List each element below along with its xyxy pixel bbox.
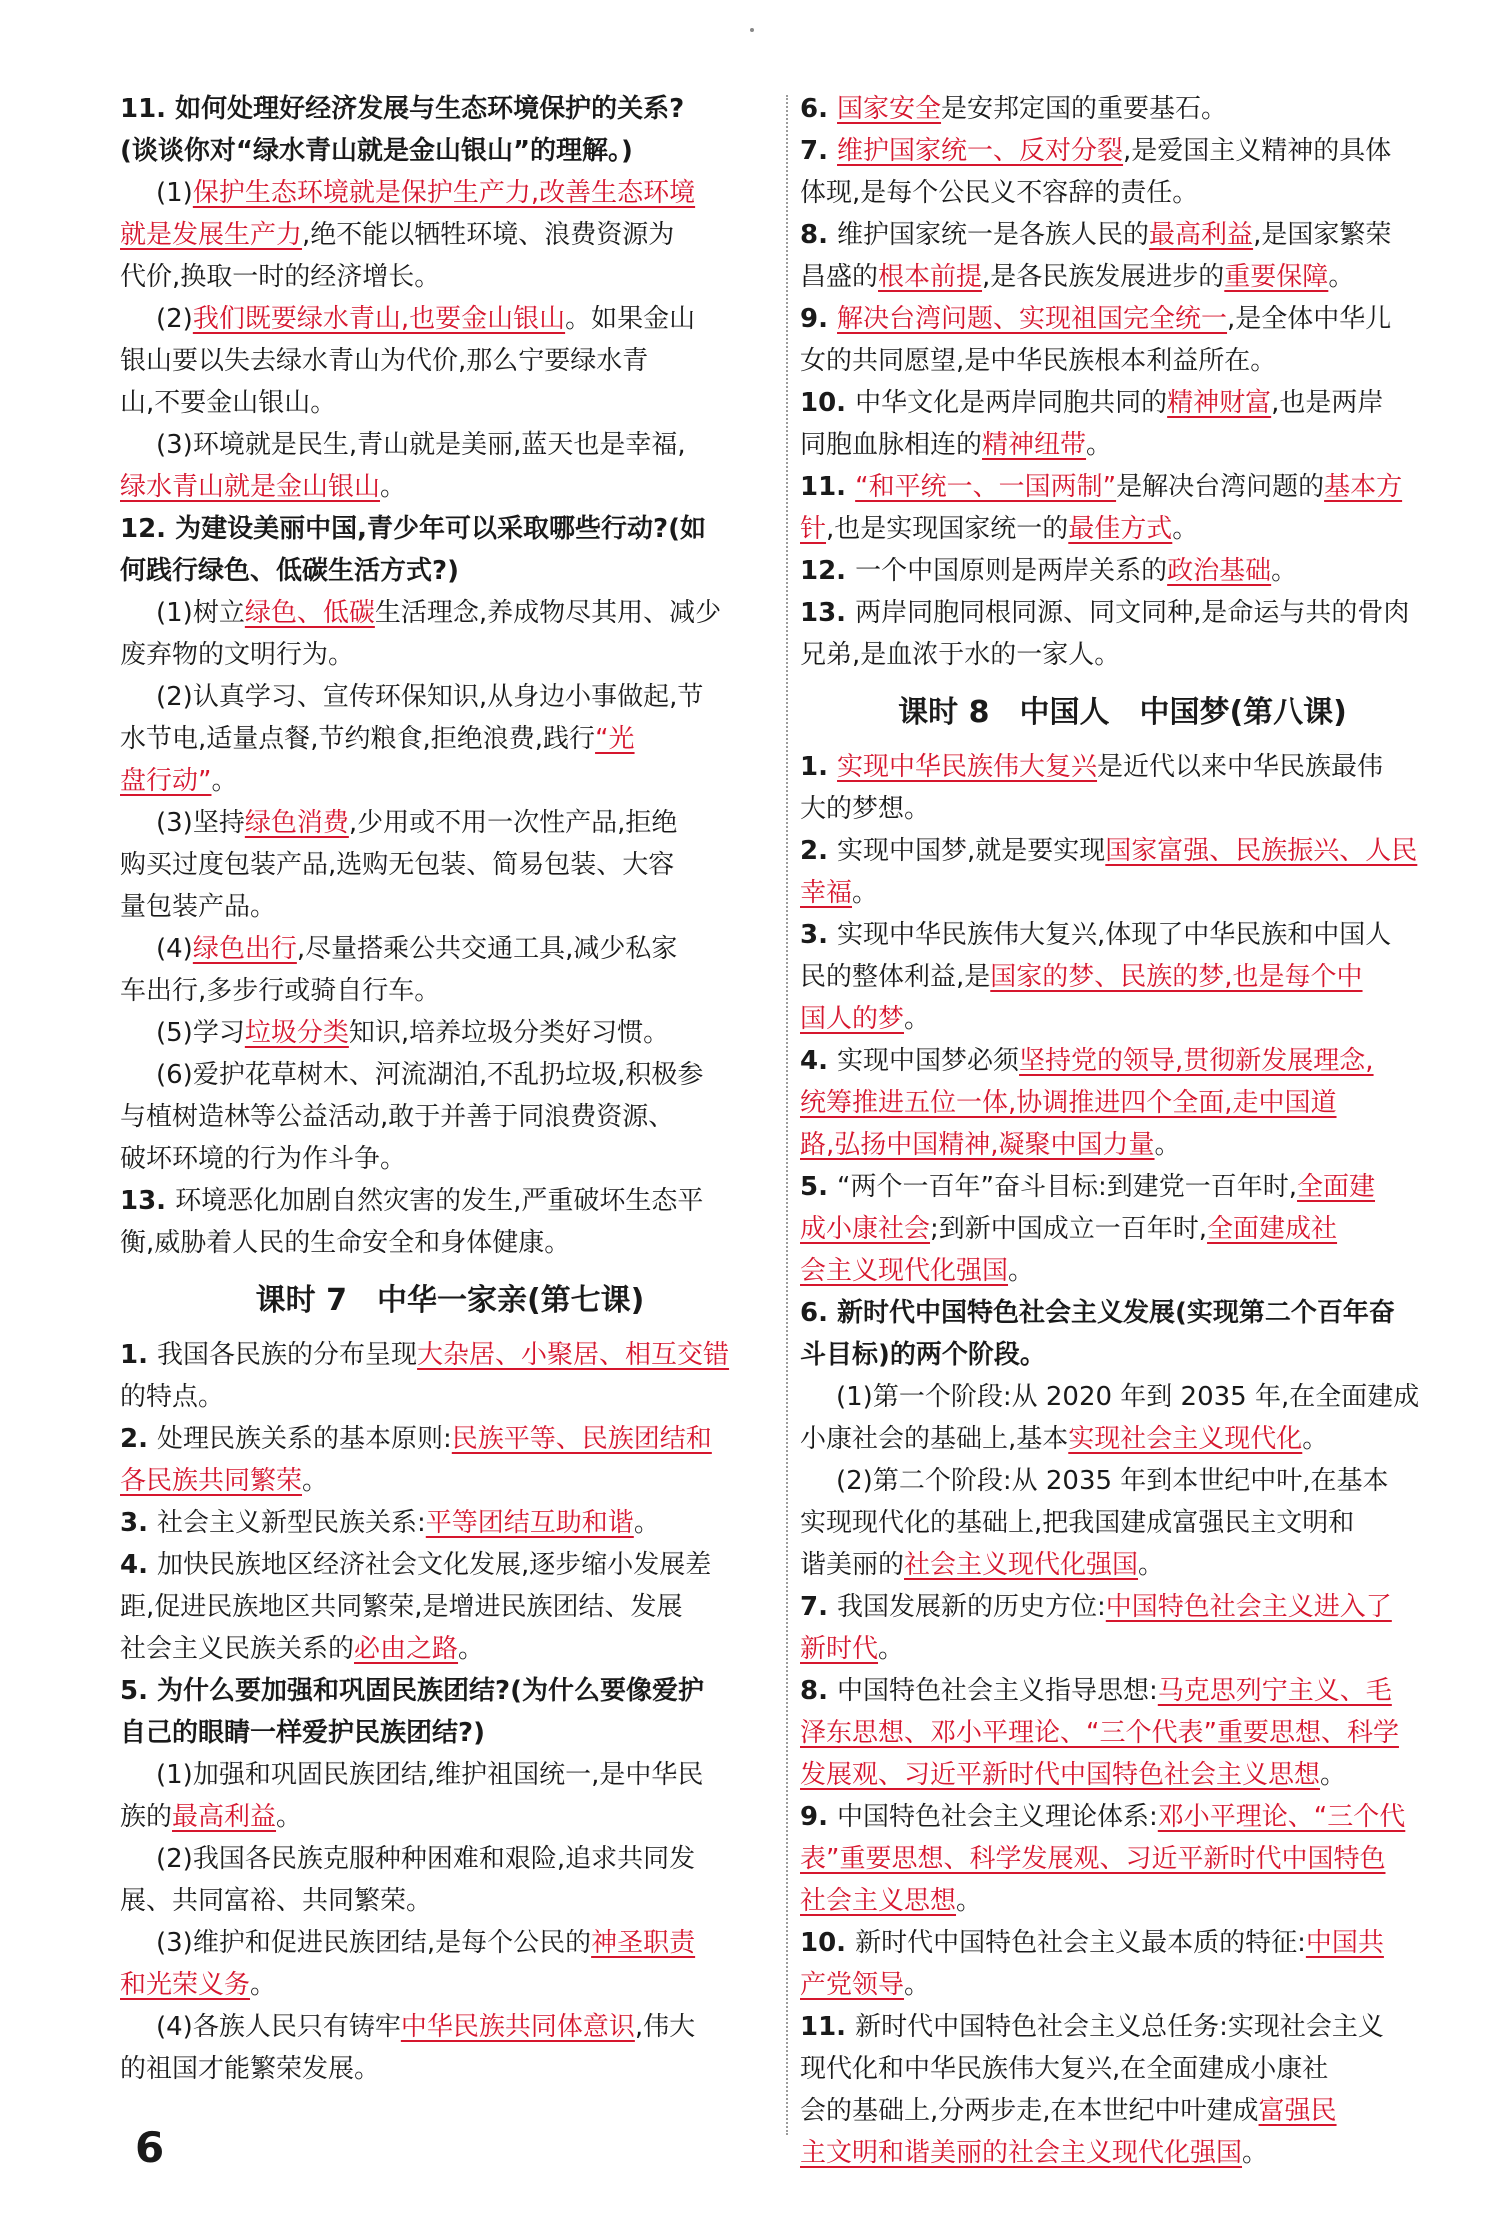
text-line <box>120 886 780 928</box>
text-line <box>120 466 780 508</box>
body-text: 是解决台湾问题的 <box>1116 472 1325 502</box>
item-number: 13. <box>800 598 856 628</box>
item-number: 2. <box>800 836 838 866</box>
body-text: 小康社会的基础上,基本 <box>800 1424 1069 1454</box>
answer-text: 表”重要思想、科学发展观、习近平新时代中国特色 <box>800 1844 1386 1874</box>
body-text: ,绝不能以牺牲环境、浪费资源为 <box>302 220 675 250</box>
text-line <box>800 1922 1445 1964</box>
answer-text: 坚持党的领导,贯彻新发展理念, <box>1019 1046 1374 1076</box>
text-line <box>800 214 1445 256</box>
text-line <box>800 1502 1445 1544</box>
item-number: 11. <box>800 472 856 502</box>
question-text: 为建设美丽中国,青少年可以采取哪些行动?(如 <box>175 514 706 544</box>
answer-text: 就是发展生产力 <box>120 220 303 250</box>
item-number: 11. <box>800 2012 856 2042</box>
answer-text: 邓小平理论、“三个代 <box>1157 1802 1406 1832</box>
text-line <box>800 340 1445 382</box>
body-text: 中华文化是两岸同胞共同的 <box>855 388 1168 418</box>
body-text: 生活理念,养成物尽其用、减少 <box>374 598 722 628</box>
body-text: 。 <box>250 1970 277 2000</box>
answer-text: 必由之路 <box>354 1634 459 1664</box>
text-line <box>800 634 1445 676</box>
body-text: ,也是实现国家统一的 <box>826 514 1069 544</box>
body-text: 。 <box>1086 430 1113 460</box>
item-number: 8. <box>800 220 838 250</box>
answer-text: 实现中华民族伟大复兴 <box>837 752 1098 782</box>
text-line <box>800 830 1445 872</box>
body-text: (1)树立 <box>156 598 245 628</box>
text-line <box>120 1376 780 1418</box>
body-text: 。 <box>1302 1424 1329 1454</box>
body-text: ,是全体中华儿 <box>1227 304 1392 334</box>
answer-text: “光 <box>595 724 635 754</box>
text-line <box>120 1012 780 1054</box>
text-line <box>800 1880 1445 1922</box>
body-text: (2)第二个阶段:从 2035 年到本世纪中叶,在基本 <box>836 1466 1389 1496</box>
body-text: 实现中国梦,就是要实现 <box>837 836 1106 866</box>
body-text: 女的共同愿望,是中华民族根本利益所在。 <box>800 346 1277 376</box>
answer-text: 针 <box>800 514 827 544</box>
body-text: ,少用或不用一次性产品,拒绝 <box>348 808 678 838</box>
answer-text: 产党领导 <box>800 1970 905 2000</box>
item-number: 10. <box>800 388 856 418</box>
answer-text: 最高利益 <box>172 1802 277 1832</box>
text-line <box>800 1628 1445 1670</box>
question-line <box>120 130 780 172</box>
text-line <box>120 298 780 340</box>
text-line <box>800 1250 1445 1292</box>
question-line <box>120 550 780 592</box>
text-line <box>800 1586 1445 1628</box>
answer-text: 国家的梦、民族的梦,也是每个中 <box>990 962 1363 992</box>
answer-text: 社会主义现代化强国 <box>904 1550 1139 1580</box>
text-line <box>800 1838 1445 1880</box>
body-text: 中国特色社会主义理论体系: <box>837 1802 1158 1832</box>
body-text: 。 <box>1172 514 1199 544</box>
scan-dot <box>750 28 754 32</box>
text-line <box>120 340 780 382</box>
text-line <box>120 1586 780 1628</box>
text-line <box>800 466 1445 508</box>
question-number: 6. <box>800 1298 838 1328</box>
body-text: 。 <box>1271 556 1298 586</box>
lesson-heading: 课时 7 中华一家亲(第七课) <box>255 1283 645 1318</box>
question-text: (谈谈你对“绿水青山就是金山银山”的理解。) <box>120 136 633 166</box>
text-line <box>800 956 1445 998</box>
text-line <box>800 2006 1445 2048</box>
text-line <box>120 676 780 718</box>
text-line <box>120 1460 780 1502</box>
text-line <box>800 130 1445 172</box>
body-text: (5)学习 <box>156 1018 245 1048</box>
answer-text: 绿色出行 <box>192 934 297 964</box>
body-text: 新时代中国特色社会主义最本质的特征: <box>855 1928 1306 1958</box>
answer-text: 全面建 <box>1297 1172 1376 1202</box>
body-text: 的祖国才能繁荣发展。 <box>120 2054 381 2084</box>
answer-text: 政治基础 <box>1167 556 1272 586</box>
body-text: 是安邦定国的重要基石。 <box>941 94 1228 124</box>
answer-text: 马克思列宁主义、毛 <box>1157 1676 1392 1706</box>
body-text: 体现,是每个公民义不容辞的责任。 <box>800 178 1199 208</box>
answer-text: 成小康社会 <box>800 1214 931 1244</box>
text-line <box>120 1418 780 1460</box>
body-text: 两岸同胞同根同源、同文同种,是命运与共的骨肉 <box>855 598 1410 628</box>
body-text: 我国各民族的分布呈现 <box>157 1340 418 1370</box>
text-line <box>120 718 780 760</box>
answer-text: 保护生态环境就是保护生产力,改善生态环境 <box>192 178 696 208</box>
body-text: 。 <box>1154 1130 1181 1160</box>
answer-text: 重要保障 <box>1224 262 1329 292</box>
answer-text: 民族平等、民族团结和 <box>451 1424 712 1454</box>
text-line <box>800 298 1445 340</box>
body-text: 。 <box>852 878 879 908</box>
text-line <box>120 1502 780 1544</box>
body-text: 实现中华民族伟大复兴,体现了中华民族和中国人 <box>837 920 1392 950</box>
body-text: 。 <box>878 1634 905 1664</box>
body-text: ,也是两岸 <box>1271 388 1384 418</box>
answer-text: 垃圾分类 <box>244 1018 349 1048</box>
body-text: 展、共同富裕、共同繁荣。 <box>120 1886 433 1916</box>
answer-text: 主文明和谐美丽的社会主义现代化强国 <box>800 2138 1243 2168</box>
text-line <box>800 1124 1445 1166</box>
body-text: 处理民族关系的基本原则: <box>157 1424 452 1454</box>
body-text: (1)第一个阶段:从 2020 年到 2035 年,在全面建成 <box>836 1382 1420 1412</box>
body-text: 。 <box>1328 262 1355 292</box>
body-text: 。 <box>904 1970 931 2000</box>
body-text: 量包装产品。 <box>120 892 277 922</box>
text-line <box>120 1628 780 1670</box>
item-number: 7. <box>800 1592 838 1622</box>
text-line <box>800 1964 1445 2006</box>
answer-text: 和光荣义务 <box>120 1970 251 2000</box>
text-line <box>120 1222 780 1264</box>
body-text: 。 <box>276 1802 303 1832</box>
question-text: 自己的眼睛一样爱护民族团结?) <box>120 1718 485 1748</box>
body-text: 会的基础上,分两步走,在本世纪中叶建成 <box>800 2096 1259 2126</box>
text-line <box>120 634 780 676</box>
body-text: (4) <box>156 934 193 964</box>
item-number: 13. <box>120 1186 176 1216</box>
body-text: 环境恶化加剧自然灾害的发生,严重破坏生态平 <box>175 1186 704 1216</box>
answer-text: 全面建成社 <box>1207 1214 1338 1244</box>
question-line <box>120 1712 780 1754</box>
text-line <box>800 1208 1445 1250</box>
lesson-heading: 课时 8 中国人 中国梦(第八课) <box>898 695 1347 730</box>
item-number: 3. <box>800 920 838 950</box>
text-line <box>120 2048 780 2090</box>
question-text: 如何处理好经济发展与生态环境保护的关系? <box>175 94 685 124</box>
text-line <box>120 1544 780 1586</box>
text-line <box>120 1880 780 1922</box>
text-line <box>800 2132 1445 2174</box>
answer-text: 绿水青山就是金山银山 <box>120 472 381 502</box>
page-number: 6 <box>135 2123 165 2172</box>
answer-text: 各民族共同繁荣 <box>120 1466 303 1496</box>
body-text: 大的梦想。 <box>800 794 931 824</box>
body-text: 社会主义新型民族关系: <box>157 1508 426 1538</box>
question-text: 何践行绿色、低碳生活方式?) <box>120 556 459 586</box>
question-line <box>800 1334 1445 1376</box>
body-text: 。 <box>302 1466 329 1496</box>
item-number: 4. <box>800 1046 838 1076</box>
body-text: 。如果金山 <box>565 304 696 334</box>
body-text: (6)爱护花草树木、河流湖泊,不乱扔垃圾,积极参 <box>156 1060 704 1090</box>
answer-text: 我们既要绿水青山,也要金山银山 <box>192 304 566 334</box>
text-line <box>120 1054 780 1096</box>
body-text: 加快民族地区经济社会文化发展,逐步缩小发展差 <box>157 1550 712 1580</box>
text-line <box>800 1544 1445 1586</box>
answer-text: 大杂居、小聚居、相互交错 <box>417 1340 730 1370</box>
question-number: 11. <box>120 94 176 124</box>
body-text: 距,促进民族地区共同繁荣,是增进民族团结、发展 <box>120 1592 683 1622</box>
body-text: 我国发展新的历史方位: <box>837 1592 1106 1622</box>
answer-text: 中华民族共同体意识 <box>400 2012 635 2042</box>
answer-text: 绿色、低碳 <box>244 598 375 628</box>
item-number: 4. <box>120 1550 158 1580</box>
text-line <box>120 1096 780 1138</box>
body-text: (2)认真学习、宣传环保知识,从身边小事做起,节 <box>156 682 704 712</box>
text-line <box>800 788 1445 830</box>
body-text: 。 <box>1138 1550 1165 1580</box>
text-line <box>800 1166 1445 1208</box>
text-line <box>800 914 1445 956</box>
text-line <box>120 1334 780 1376</box>
text-line <box>800 592 1445 634</box>
body-text: 昌盛的 <box>800 262 879 292</box>
item-number: 8. <box>800 1676 838 1706</box>
answer-text: 最高利益 <box>1149 220 1254 250</box>
body-text: (1)加强和巩固民族团结,维护祖国统一,是中华民 <box>156 1760 704 1790</box>
body-text: 同胞血脉相连的 <box>800 430 983 460</box>
body-text: 族的 <box>120 1802 173 1832</box>
item-number: 1. <box>120 1340 158 1370</box>
question-text: 斗目标)的两个阶段。 <box>800 1340 1046 1370</box>
body-text: 银山要以失去绿水青山为代价,那么宁要绿水青 <box>120 346 649 376</box>
body-text: 衡,威胁着人民的生命安全和身体健康。 <box>120 1228 571 1258</box>
text-line <box>120 424 780 466</box>
answer-text: 精神财富 <box>1167 388 1272 418</box>
right-column <box>800 88 1445 2174</box>
body-text: 。 <box>633 1508 660 1538</box>
body-text: 是近代以来中华民族最伟 <box>1097 752 1384 782</box>
text-line <box>800 424 1445 466</box>
text-line <box>120 1796 780 1838</box>
body-text: 山,不要金山银山。 <box>120 388 337 418</box>
text-line <box>800 746 1445 788</box>
text-line <box>800 550 1445 592</box>
item-number: 9. <box>800 1802 838 1832</box>
answer-text: 中国特色社会主义进入了 <box>1105 1592 1392 1622</box>
text-line <box>800 1712 1445 1754</box>
item-number: 10. <box>800 1928 856 1958</box>
body-text: 中国特色社会主义指导思想: <box>837 1676 1158 1706</box>
body-text: (3)坚持 <box>156 808 245 838</box>
answer-text: 新时代 <box>800 1634 879 1664</box>
answer-text: 实现社会主义现代化 <box>1068 1424 1303 1454</box>
text-line <box>800 1418 1445 1460</box>
text-line <box>800 2048 1445 2090</box>
body-text: (3)维护和促进民族团结,是每个公民的 <box>156 1928 592 1958</box>
answer-text: 国家安全 <box>837 94 942 124</box>
answer-text: 平等团结互助和谐 <box>425 1508 634 1538</box>
body-text: 现代化和中华民族伟大复兴,在全面建成小康社 <box>800 2054 1329 2084</box>
body-text: 废弃物的文明行为。 <box>120 640 355 670</box>
body-text: (4)各族人民只有铸牢 <box>156 2012 401 2042</box>
text-line <box>800 998 1445 1040</box>
question-text: 为什么要加强和巩固民族团结?(为什么要像爱护 <box>157 1676 704 1706</box>
answer-text: “和平统一、一国两制” <box>855 472 1117 502</box>
item-number: 2. <box>120 1424 158 1454</box>
text-line <box>800 1082 1445 1124</box>
body-text: 知识,培养垃圾分类好习惯。 <box>348 1018 670 1048</box>
item-number: 3. <box>120 1508 158 1538</box>
text-line <box>800 1754 1445 1796</box>
body-text: ;到新中国成立一百年时, <box>930 1214 1208 1244</box>
answer-text: 神圣职责 <box>591 1928 696 1958</box>
item-number: 6. <box>800 94 838 124</box>
answer-text: 会主义现代化强国 <box>800 1256 1009 1286</box>
question-number: 5. <box>120 1676 158 1706</box>
body-text: 水节电,适量点餐,节约粮食,拒绝浪费,践行 <box>120 724 596 754</box>
text-line <box>800 1040 1445 1082</box>
answer-text: 绿色消费 <box>244 808 349 838</box>
item-number: 9. <box>800 304 838 334</box>
text-line <box>120 1922 780 1964</box>
question-line <box>800 1292 1445 1334</box>
item-number: 5. <box>800 1172 838 1202</box>
text-line <box>800 88 1445 130</box>
item-number: 7. <box>800 136 838 166</box>
text-line <box>800 382 1445 424</box>
text-line <box>800 2090 1445 2132</box>
body-text: 。 <box>211 766 238 796</box>
text-line <box>800 256 1445 298</box>
text-line <box>800 172 1445 214</box>
answer-text: 基本方 <box>1324 472 1403 502</box>
body-text: 谐美丽的 <box>800 1550 905 1580</box>
body-text: 。 <box>1008 1256 1035 1286</box>
text-line <box>120 928 780 970</box>
text-line <box>120 1838 780 1880</box>
body-text: (2)我国各民族克服种种困难和艰险,追求共同发 <box>156 1844 696 1874</box>
answer-text: 中国共 <box>1305 1928 1384 1958</box>
body-text: ,是各民族发展进步的 <box>982 262 1225 292</box>
body-text: 的特点。 <box>120 1382 225 1412</box>
answer-text: 解决台湾问题、实现祖国完全统一 <box>837 304 1228 334</box>
question-line <box>120 1670 780 1712</box>
text-line <box>800 1460 1445 1502</box>
text-line <box>120 1138 780 1180</box>
text-line <box>120 1180 780 1222</box>
body-text: 。 <box>458 1634 485 1664</box>
body-text: (3)环境就是民生,青山就是美丽,蓝天也是幸福, <box>156 430 686 460</box>
body-text: 维护国家统一是各族人民的 <box>837 220 1150 250</box>
text-line <box>120 592 780 634</box>
answer-text: 幸福 <box>800 878 853 908</box>
body-text: “两个一百年”奋斗目标:到建党一百年时, <box>837 1172 1297 1202</box>
answer-text: 泽东思想、邓小平理论、“三个代表”重要思想、科学 <box>800 1718 1399 1748</box>
body-text: 实现中国梦必须 <box>837 1046 1020 1076</box>
text-line <box>120 802 780 844</box>
text-line <box>800 1796 1445 1838</box>
question-line <box>120 88 780 130</box>
text-line <box>120 172 780 214</box>
answer-text: 国家富强、民族振兴、人民 <box>1105 836 1418 866</box>
body-text: 。 <box>956 1886 983 1916</box>
answer-text: 维护国家统一、反对分裂 <box>837 136 1124 166</box>
answer-text: 最佳方式 <box>1068 514 1173 544</box>
answer-text: 富强民 <box>1258 2096 1337 2126</box>
text-line <box>120 2006 780 2048</box>
answer-text: 国人的梦 <box>800 1004 905 1034</box>
body-text: 。 <box>380 472 407 502</box>
text-line <box>120 970 780 1012</box>
text-line <box>120 844 780 886</box>
question-text: 新时代中国特色社会主义发展(实现第二个百年奋 <box>837 1298 1395 1328</box>
body-text: 社会主义民族关系的 <box>120 1634 355 1664</box>
answer-text: 社会主义思想 <box>800 1886 957 1916</box>
body-text: 。 <box>904 1004 931 1034</box>
text-line <box>800 1670 1445 1712</box>
body-text: (1) <box>156 178 193 208</box>
text-line <box>120 214 780 256</box>
body-text: ,伟大 <box>634 2012 696 2042</box>
question-line <box>120 508 780 550</box>
body-text: 民的整体利益,是 <box>800 962 991 992</box>
answer-text: 统筹推进五位一体,协调推进四个全面,走中国道 <box>800 1088 1337 1118</box>
answer-text: 根本前提 <box>878 262 983 292</box>
body-text: 车出行,多步行或骑自行车。 <box>120 976 441 1006</box>
body-text: 代价,换取一时的经济增长。 <box>120 262 441 292</box>
body-text: ,是国家繁荣 <box>1253 220 1392 250</box>
answer-text: 路,弘扬中国精神,凝聚中国力量 <box>800 1130 1155 1160</box>
answer-text: 盘行动” <box>120 766 212 796</box>
body-text: 购买过度包装产品,选购无包装、简易包装、大容 <box>120 850 675 880</box>
text-line <box>120 382 780 424</box>
body-text: 实现现代化的基础上,把我国建成富强民主文明和 <box>800 1508 1355 1538</box>
body-text: 与植树造林等公益活动,敢于并善于同浪费资源、 <box>120 1102 675 1132</box>
left-column <box>120 88 780 2090</box>
body-text: 。 <box>1242 2138 1269 2168</box>
body-text: 一个中国原则是两岸关系的 <box>855 556 1168 586</box>
text-line <box>800 1376 1445 1418</box>
body-text: 破坏环境的行为作斗争。 <box>120 1144 407 1174</box>
text-line <box>120 256 780 298</box>
question-number: 12. <box>120 514 176 544</box>
item-number: 1. <box>800 752 838 782</box>
body-text: (2) <box>156 304 193 334</box>
text-line <box>120 760 780 802</box>
text-line <box>800 508 1445 550</box>
body-text: ,是爱国主义精神的具体 <box>1123 136 1392 166</box>
item-number: 12. <box>800 556 856 586</box>
body-text: ,尽量搭乘公共交通工具,减少私家 <box>296 934 678 964</box>
text-line <box>800 872 1445 914</box>
text-line <box>120 1754 780 1796</box>
answer-text: 发展观、习近平新时代中国特色社会主义思想 <box>800 1760 1321 1790</box>
body-text: 新时代中国特色社会主义总任务:实现社会主义 <box>855 2012 1384 2042</box>
body-text: 兄弟,是血浓于水的一家人。 <box>800 640 1121 670</box>
answer-text: 精神纽带 <box>982 430 1087 460</box>
column-divider <box>786 95 788 2135</box>
text-line <box>120 1964 780 2006</box>
body-text: 。 <box>1320 1760 1347 1790</box>
